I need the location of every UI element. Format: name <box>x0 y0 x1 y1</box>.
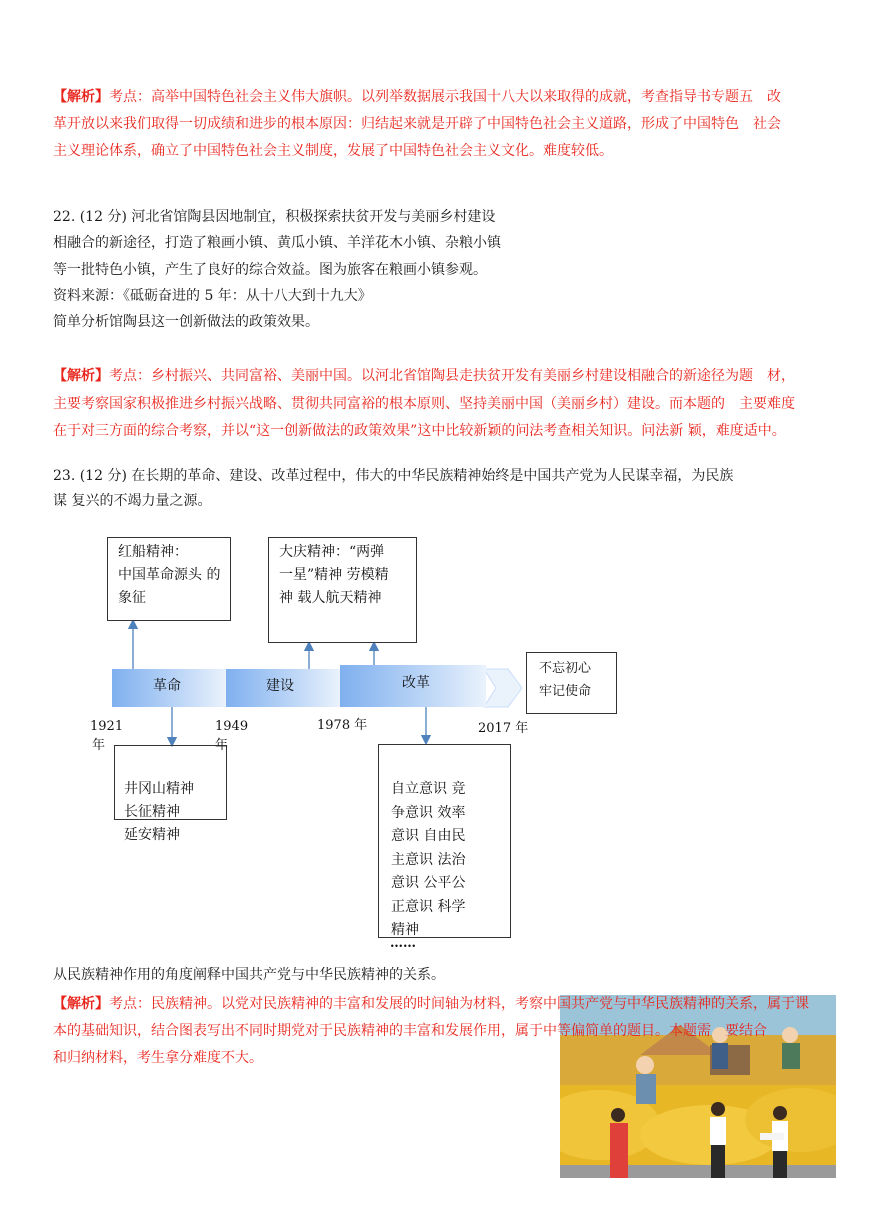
box-original-aspiration: 不忘初心 牢记使命 <box>526 652 617 714</box>
timeline-arrowhead-icon <box>484 669 522 707</box>
analysis-line: 革开放以来我们取得一切成绩和进步的根本原因：归结起来就是开辟了中国特色社会主义道路，形成了中国特色 社会 <box>53 116 781 132</box>
year-1949-suffix: 年 <box>215 738 229 753</box>
box-hongchuan-spirit: 红船精神： 中国革命源头 的 象征 <box>107 537 231 621</box>
analysis-line: 【解析】考点：高举中国特色社会主义伟大旗帜。以列举数据展示我国十八大以来取得的成就，考查指导书专题五 改 <box>53 89 781 105</box>
analysis-line: 【解析】考点：乡村振兴、共同富裕、美丽中国。以河北省馆陶县走扶贫开发有美丽乡村建设相融合的新途径为题 材， <box>53 368 795 384</box>
question-line: 相融合的新途径，打造了粮画小镇、黄瓜小镇、羊洋花木小镇、杂粮小镇 <box>53 235 501 251</box>
analysis-line: 主要考察国家积极推进乡村振兴战略、贯彻共同富裕的根本原则、坚持美丽中国（美丽乡村）建设。而本题的 主要难度 <box>53 396 795 412</box>
segment-revolution: 革命 <box>112 669 226 707</box>
box-jinggangshan-spirit: 井冈山精神 长征精神 延安精神 <box>124 781 194 843</box>
analysis-line: 【解析】考点：民族精神。以党对民族精神的丰富和发展的时间轴为材料，考察中国共产党与中华民族精神的关系，属于课 <box>53 996 809 1012</box>
year-2017: 2017 年 <box>478 721 529 736</box>
analysis-line: 主义理论体系，确立了中国特色社会主义制度，发展了中国特色社会主义文化。难度较低。 <box>53 143 613 159</box>
analysis-tag: 【解析】 <box>53 996 109 1012</box>
analysis-line: 本的基础知识，结合图表写出不同时期党对于民族精神的丰富和发展作用，属于中等偏简单的题目。本题需 要结合 <box>53 1023 767 1039</box>
question-line: 等一批特色小镇，产生了良好的综合效益。图为旅客在粮画小镇参观。 <box>53 262 487 278</box>
question-23-prompt: 从民族精神作用的角度阐释中国共产党与中华民族精神的关系。 <box>53 967 445 983</box>
year-1978: 1978 年 <box>317 718 368 733</box>
box-daqing-spirit: 大庆精神：“两弹 一星”精神 劳模精 神 载人航天精神 <box>268 537 417 643</box>
segment-construction: 建设 <box>226 669 340 707</box>
question-line: 22. (12 分) 河北省馆陶县因地制宜，积极探索扶贫开发与美丽乡村建设 <box>53 209 496 225</box>
source-line: 资料来源：《砥砺奋进的 5 年：从十八大到十九大》 <box>53 288 372 304</box>
analysis-tag: 【解析】 <box>53 89 109 105</box>
box-reform-spirit: 自立意识 竞 争意识 效率 意识 自由民 主意识 法治 意识 公平公 正意识 科学 精神 <box>378 744 511 938</box>
year-1949: 1949 <box>215 719 249 734</box>
year-1921-suffix: 年 <box>92 738 106 753</box>
question-prompt: 简单分析馆陶县这一创新做法的政策效果。 <box>53 314 319 330</box>
year-1921: 1921 <box>90 719 124 734</box>
analysis-line: 在于对三方面的综合考察，并以“这一创新做法的政策效果”这中比较新颖的问法考查相关知识。问法新 颖，难度适中。 <box>53 423 786 439</box>
question-line: 23. (12 分) 在长期的革命、建设、改革过程中，伟大的中华民族精神始终是中国共产党为人民谋幸福，为民族 <box>53 468 734 484</box>
analysis-tag: 【解析】 <box>53 368 109 384</box>
question-line: 谋 复兴的不竭力量之源。 <box>53 493 212 509</box>
analysis-line: 和归纳材料，考生拿分难度不大。 <box>53 1050 263 1066</box>
ellipsis: …… <box>390 936 416 951</box>
segment-reform: 改革 <box>340 665 486 707</box>
